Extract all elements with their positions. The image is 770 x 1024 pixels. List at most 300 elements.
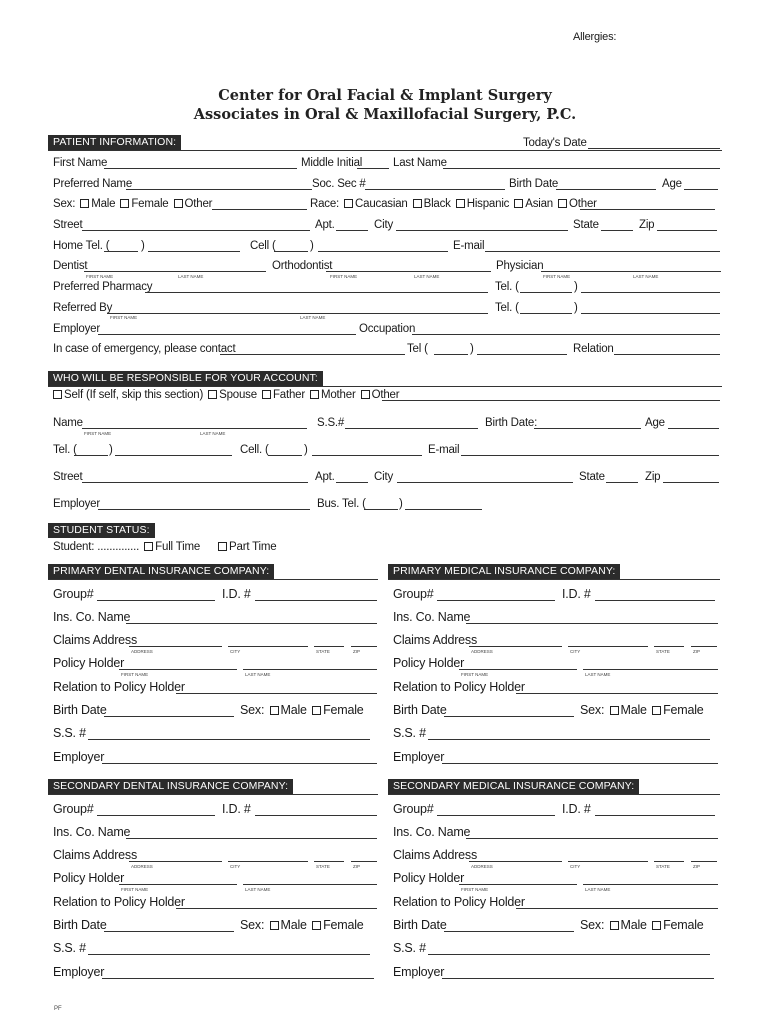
responsible-options-row [53, 388, 399, 402]
pm-relation-field[interactable] [516, 693, 718, 694]
resp-bus-tel-field[interactable] [405, 509, 482, 510]
pm-id-field[interactable] [595, 600, 715, 601]
sd-employer-label: Employer [53, 965, 105, 979]
race-other-label: Other [569, 198, 597, 210]
cell-field[interactable] [318, 251, 448, 252]
home-tel-field[interactable] [148, 251, 240, 252]
resp-name-field[interactable] [82, 428, 307, 429]
city-label: City [374, 219, 394, 231]
resp-cell-label: Cell. ( [240, 444, 269, 456]
resp-zip-field[interactable] [663, 482, 719, 483]
pd-male-checkbox[interactable] [270, 706, 279, 715]
resp-city-field[interactable] [397, 482, 573, 483]
sm-claims-label: Claims Address [393, 848, 478, 862]
dentist-field[interactable] [84, 271, 266, 272]
race-other-checkbox[interactable] [558, 199, 567, 208]
sm-female-checkbox[interactable] [652, 921, 661, 930]
sm-claims-state-field[interactable] [654, 861, 684, 862]
hispanic-label: Hispanic [466, 198, 510, 210]
pharmacy-label: Preferred Pharmacy [53, 281, 153, 293]
pm-policy-label: Policy Holder [393, 656, 465, 670]
patient-info-header: PATIENT INFORMATION: [48, 135, 181, 150]
responsible-header: WHO WILL BE RESPONSIBLE FOR YOUR ACCOUNT: [48, 371, 323, 386]
sd-policy-first-field[interactable] [119, 884, 237, 885]
sm-birth-label: Birth Date [393, 918, 447, 932]
resp-zip-label: Zip [645, 471, 661, 483]
physician-first-caption: FIRST NAME [543, 274, 571, 279]
sd-female-label: Female [323, 918, 364, 932]
resp-cell-area-field[interactable] [268, 455, 302, 456]
sm-relation-label: Relation to Policy Holder [393, 895, 525, 909]
sm-group-field[interactable] [437, 815, 555, 816]
full-time-label: Full Time [155, 541, 201, 553]
sm-claims-zip-field[interactable] [691, 861, 717, 862]
home-tel-label: Home Tel. ( [53, 240, 110, 252]
secondary-medical-header: SECONDARY MEDICAL INSURANCE COMPANY: [388, 779, 639, 794]
sm-insco-field[interactable] [466, 838, 718, 839]
resp-tel-label: Tel. ( [53, 444, 77, 456]
resp-state-field[interactable] [606, 482, 638, 483]
pm-policy-last-field[interactable] [583, 669, 718, 670]
pd-claims-label: Claims Address [53, 633, 138, 647]
age-field[interactable] [684, 189, 718, 190]
sd-female-checkbox[interactable] [312, 921, 321, 930]
asian-checkbox[interactable] [514, 199, 523, 208]
pharmacy-tel-close: ) [574, 281, 578, 293]
resp-email-field[interactable] [461, 455, 719, 456]
pm-relation-label: Relation to Policy Holder [393, 680, 525, 694]
black-checkbox[interactable] [413, 199, 422, 208]
referred-tel-field[interactable] [581, 313, 720, 314]
sex-other-checkbox[interactable] [174, 199, 183, 208]
father-label: Father [272, 389, 305, 401]
zip-label: Zip [639, 219, 655, 231]
sd-group-field[interactable] [97, 815, 215, 816]
resp-other-label: Other [371, 389, 400, 401]
pharmacy-tel-field[interactable] [581, 292, 720, 293]
referred-first-caption: FIRST NAME [110, 315, 138, 320]
spouse-label: Spouse [219, 389, 257, 401]
pm-policy-first-caption: FIRST NAME [461, 672, 489, 677]
sm-state-caption: STATE [656, 864, 670, 869]
asian-label: Asian [525, 198, 554, 210]
soc-sec-label: Soc. Sec # [312, 178, 366, 190]
first-name-label: First Name [53, 157, 108, 169]
pm-insco-label: Ins. Co. Name [393, 610, 471, 624]
orthodontist-first-caption: FIRST NAME [330, 274, 358, 279]
pm-ss-label: S.S. # [393, 726, 426, 740]
sm-insco-label: Ins. Co. Name [393, 825, 471, 839]
pm-claims-city-field[interactable] [568, 646, 648, 647]
pm-female-checkbox[interactable] [652, 706, 661, 715]
self-checkbox[interactable] [53, 390, 62, 399]
sd-birth-field[interactable] [104, 931, 234, 932]
resp-birth-label: Birth Date: [485, 417, 538, 429]
last-name-field[interactable] [443, 168, 720, 169]
sd-sex-label: Sex: [240, 918, 265, 932]
pd-policy-last-caption: LAST NAME [245, 672, 271, 677]
pm-group-label: Group# [393, 587, 434, 601]
email-field[interactable] [485, 251, 720, 252]
sm-employer-field[interactable] [442, 978, 714, 979]
female-label: Female [131, 198, 169, 210]
resp-birth-field[interactable] [534, 428, 641, 429]
sm-female-label: Female [663, 918, 704, 932]
apt-field[interactable] [336, 230, 368, 231]
middle-initial-label: Middle Initial [301, 157, 363, 169]
sm-claims-address-field[interactable] [469, 861, 562, 862]
sd-employer-field[interactable] [102, 978, 374, 979]
pharmacy-tel-area-field[interactable] [520, 292, 572, 293]
sd-claims-state-field[interactable] [314, 861, 344, 862]
male-checkbox[interactable] [80, 199, 89, 208]
sex-other-label: Other [184, 198, 213, 210]
sd-claims-zip-field[interactable] [351, 861, 377, 862]
pd-policy-last-field[interactable] [243, 669, 377, 670]
sm-policy-label: Policy Holder [393, 871, 465, 885]
title-line-2: Associates in Oral & Maxillofacial Surgery, P.C. [193, 106, 577, 123]
street-field[interactable] [82, 230, 310, 231]
state-label: State [573, 219, 599, 231]
pm-male-checkbox[interactable] [610, 706, 619, 715]
resp-bus-tel-label: Bus. Tel. ( [317, 498, 366, 510]
pharmacy-field[interactable] [145, 292, 488, 293]
pd-policy-first-caption: FIRST NAME [121, 672, 149, 677]
caucasian-label: Caucasian [355, 198, 408, 210]
pd-birth-field[interactable] [104, 716, 234, 717]
sm-id-label: I.D. # [562, 802, 591, 816]
resp-first-caption: FIRST NAME [84, 431, 112, 436]
pd-sex-label: Sex: [240, 703, 265, 717]
physician-label: Physician [496, 260, 544, 272]
referred-tel-area-field[interactable] [520, 313, 572, 314]
sd-id-label: I.D. # [222, 802, 251, 816]
part-time-label: Part Time [229, 541, 277, 553]
zip-field[interactable] [657, 230, 717, 231]
resp-apt-label: Apt. [315, 471, 335, 483]
emergency-tel-label: Tel ( [407, 343, 428, 355]
pd-birth-label: Birth Date [53, 703, 107, 717]
resp-ss-field[interactable] [345, 428, 478, 429]
orthodontist-label: Orthodontist [272, 260, 333, 272]
occupation-field[interactable] [412, 334, 720, 335]
sd-relation-label: Relation to Policy Holder [53, 895, 185, 909]
pd-group-field[interactable] [97, 600, 215, 601]
resp-employer-label: Employer [53, 498, 100, 510]
allergies-label: Allergies: [573, 31, 617, 43]
birth-date-field[interactable] [556, 189, 656, 190]
resp-cell-field[interactable] [312, 455, 422, 456]
primary-dental-divider [48, 579, 378, 580]
sd-claims-city-field[interactable] [228, 861, 308, 862]
pm-zip-caption: ZIP [693, 649, 701, 654]
occupation-label: Occupation [359, 323, 416, 335]
responsible-divider [48, 386, 722, 387]
resp-tel-close: ) [109, 444, 113, 456]
pm-claims-label: Claims Address [393, 633, 478, 647]
sm-male-checkbox[interactable] [610, 921, 619, 930]
caucasian-checkbox[interactable] [344, 199, 353, 208]
resp-tel-area-field[interactable] [74, 455, 108, 456]
pd-female-label: Female [323, 703, 364, 717]
pm-city-caption: CITY [570, 649, 581, 654]
emergency-tel-field[interactable] [477, 354, 567, 355]
pm-sex-label: Sex: [580, 703, 605, 717]
sd-ss-field[interactable] [88, 954, 370, 955]
referred-by-field[interactable] [107, 313, 488, 314]
pd-female-checkbox[interactable] [312, 706, 321, 715]
emergency-contact-field[interactable] [220, 354, 405, 355]
cell-area-field[interactable] [274, 251, 308, 252]
cell-close: ) [310, 240, 314, 252]
todays-date-label: Today's Date [523, 137, 587, 149]
referred-last-caption: LAST NAME [300, 315, 326, 320]
sm-claims-city-field[interactable] [568, 861, 648, 862]
sd-id-field[interactable] [255, 815, 377, 816]
male-label: Male [91, 198, 116, 210]
mother-label: Mother [320, 389, 356, 401]
cell-label: Cell ( [250, 240, 276, 252]
last-name-label: Last Name [393, 157, 447, 169]
hispanic-checkbox[interactable] [456, 199, 465, 208]
sex-row [53, 197, 212, 211]
pd-zip-caption: ZIP [353, 649, 361, 654]
city-field[interactable] [396, 230, 568, 231]
sm-birth-field[interactable] [444, 931, 574, 932]
sd-policy-label: Policy Holder [53, 871, 125, 885]
orthodontist-last-caption: LAST NAME [414, 274, 440, 279]
sm-address-caption: ADDRESS [471, 864, 493, 869]
resp-age-label: Age [645, 417, 665, 429]
sd-ss-label: S.S. # [53, 941, 86, 955]
emergency-label: In case of emergency, please contact [53, 343, 236, 355]
father-checkbox[interactable] [262, 390, 271, 399]
sm-policy-first-field[interactable] [459, 884, 577, 885]
pm-employer-label: Employer [393, 750, 445, 764]
sd-state-caption: STATE [316, 864, 330, 869]
age-label: Age [662, 178, 682, 190]
primary-medical-divider [388, 579, 720, 580]
pm-policy-last-caption: LAST NAME [585, 672, 611, 677]
pd-city-caption: CITY [230, 649, 241, 654]
physician-field[interactable] [541, 271, 721, 272]
todays-date-field[interactable] [588, 148, 720, 149]
sm-sex-label: Sex: [580, 918, 605, 932]
pd-group-label: Group# [53, 587, 94, 601]
secondary-dental-divider [48, 794, 378, 795]
race-other-field[interactable] [580, 209, 715, 210]
orthodontist-field[interactable] [326, 271, 491, 272]
resp-bus-tel-area-field[interactable] [364, 509, 398, 510]
relation-field[interactable] [614, 354, 720, 355]
resp-age-field[interactable] [668, 428, 719, 429]
home-tel-close: ) [141, 240, 145, 252]
pm-claims-zip-field[interactable] [691, 646, 717, 647]
mother-checkbox[interactable] [310, 390, 319, 399]
pm-group-field[interactable] [437, 600, 555, 601]
student-label: Student: .............. [53, 541, 140, 553]
pd-claims-city-field[interactable] [228, 646, 308, 647]
sm-policy-first-caption: FIRST NAME [461, 887, 489, 892]
employer-field[interactable] [98, 334, 356, 335]
sm-city-caption: CITY [570, 864, 581, 869]
full-time-checkbox[interactable] [144, 542, 153, 551]
middle-initial-field[interactable] [357, 168, 389, 169]
pd-claims-state-field[interactable] [314, 646, 344, 647]
secondary-medical-divider [388, 794, 720, 795]
first-name-field[interactable] [104, 168, 297, 169]
state-field[interactable] [601, 230, 633, 231]
resp-name-label: Name [53, 417, 83, 429]
sm-zip-caption: ZIP [693, 864, 701, 869]
referred-by-label: Referred By [53, 302, 113, 314]
preferred-name-field[interactable] [126, 189, 312, 190]
sm-ss-field[interactable] [428, 954, 710, 955]
resp-cell-close: ) [304, 444, 308, 456]
sm-ss-label: S.S. # [393, 941, 426, 955]
pharmacy-tel-label: Tel. ( [495, 281, 519, 293]
pd-relation-label: Relation to Policy Holder [53, 680, 185, 694]
dentist-last-caption: LAST NAME [178, 274, 204, 279]
resp-employer-field[interactable] [98, 509, 310, 510]
emergency-tel-close: ) [470, 343, 474, 355]
physician-last-caption: LAST NAME [633, 274, 659, 279]
relation-label: Relation [573, 343, 614, 355]
pm-ss-field[interactable] [428, 739, 710, 740]
resp-tel-field[interactable] [115, 455, 232, 456]
sd-insco-field[interactable] [126, 838, 377, 839]
pd-employer-field[interactable] [102, 763, 377, 764]
pm-claims-state-field[interactable] [654, 646, 684, 647]
resp-street-label: Street [53, 471, 83, 483]
resp-last-caption: LAST NAME [200, 431, 226, 436]
sd-policy-first-caption: FIRST NAME [121, 887, 149, 892]
pd-employer-label: Employer [53, 750, 105, 764]
pd-insco-label: Ins. Co. Name [53, 610, 131, 624]
pd-policy-label: Policy Holder [53, 656, 125, 670]
student-row [53, 540, 276, 554]
female-checkbox[interactable] [120, 199, 129, 208]
emergency-tel-area-field[interactable] [434, 354, 468, 355]
sd-city-caption: CITY [230, 864, 241, 869]
email-label: E-mail [453, 240, 485, 252]
pm-female-label: Female [663, 703, 704, 717]
pm-state-caption: STATE [656, 649, 670, 654]
race-row [310, 197, 597, 211]
footer-code: PF [54, 1006, 62, 1012]
pd-insco-field[interactable] [126, 623, 377, 624]
pm-birth-field[interactable] [444, 716, 574, 717]
resp-city-label: City [374, 471, 394, 483]
sd-claims-address-field[interactable] [129, 861, 222, 862]
resp-state-label: State [579, 471, 605, 483]
pm-policy-first-field[interactable] [459, 669, 577, 670]
sm-relation-field[interactable] [516, 908, 718, 909]
home-tel-area-field[interactable] [104, 251, 138, 252]
resp-ss-label: S.S.# [317, 417, 345, 429]
pm-address-caption: ADDRESS [471, 649, 493, 654]
dentist-label: Dentist [53, 260, 88, 272]
sd-male-label: Male [280, 918, 307, 932]
sm-policy-last-caption: LAST NAME [585, 887, 611, 892]
sd-policy-last-field[interactable] [243, 884, 377, 885]
pd-male-label: Male [280, 703, 307, 717]
pd-policy-first-field[interactable] [119, 669, 237, 670]
spouse-checkbox[interactable] [208, 390, 217, 399]
pd-relation-field[interactable] [176, 693, 377, 694]
pd-sex-row [240, 703, 364, 718]
sm-policy-last-field[interactable] [583, 884, 718, 885]
pd-address-caption: ADDRESS [131, 649, 153, 654]
dentist-first-caption: FIRST NAME [86, 274, 114, 279]
sd-address-caption: ADDRESS [131, 864, 153, 869]
black-label: Black [423, 198, 451, 210]
pd-claims-address-field[interactable] [129, 646, 222, 647]
pm-claims-address-field[interactable] [469, 646, 562, 647]
part-time-checkbox[interactable] [218, 542, 227, 551]
pd-ss-label: S.S. # [53, 726, 86, 740]
self-label: Self (If self, skip this section) [64, 389, 204, 401]
sd-birth-label: Birth Date [53, 918, 107, 932]
pd-claims-zip-field[interactable] [351, 646, 377, 647]
title-line-1: Center for Oral Facial & Implant Surgery [218, 87, 552, 104]
sd-relation-field[interactable] [176, 908, 377, 909]
sex-label: Sex: [53, 198, 76, 210]
secondary-dental-header: SECONDARY DENTAL INSURANCE COMPANY: [48, 779, 293, 794]
race-label: Race: [310, 198, 340, 210]
student-header: STUDENT STATUS: [48, 523, 155, 538]
pm-birth-label: Birth Date [393, 703, 447, 717]
patient-divider [48, 150, 722, 151]
pd-state-caption: STATE [316, 649, 330, 654]
sd-sex-row [240, 918, 364, 933]
pd-id-field[interactable] [255, 600, 377, 601]
pm-employer-field[interactable] [442, 763, 718, 764]
referred-tel-close: ) [574, 302, 578, 314]
employer-label: Employer [53, 323, 100, 335]
resp-street-field[interactable] [82, 482, 308, 483]
resp-other-field[interactable] [382, 400, 720, 401]
birth-date-label: Birth Date [509, 178, 559, 190]
sm-id-field[interactable] [595, 815, 715, 816]
apt-label: Apt. [315, 219, 335, 231]
sd-policy-last-caption: LAST NAME [245, 887, 271, 892]
sd-group-label: Group# [53, 802, 94, 816]
resp-other-checkbox[interactable] [361, 390, 370, 399]
sm-employer-label: Employer [393, 965, 445, 979]
sd-male-checkbox[interactable] [270, 921, 279, 930]
pm-id-label: I.D. # [562, 587, 591, 601]
primary-medical-header: PRIMARY MEDICAL INSURANCE COMPANY: [388, 564, 620, 579]
pm-insco-field[interactable] [466, 623, 718, 624]
pm-male-label: Male [620, 703, 647, 717]
resp-bus-tel-close: ) [399, 498, 403, 510]
referred-tel-label: Tel. ( [495, 302, 519, 314]
street-label: Street [53, 219, 83, 231]
sd-zip-caption: ZIP [353, 864, 361, 869]
resp-email-label: E-mail [428, 444, 460, 456]
pd-id-label: I.D. # [222, 587, 251, 601]
sex-other-field[interactable] [212, 209, 307, 210]
resp-apt-field[interactable] [336, 482, 368, 483]
sd-claims-label: Claims Address [53, 848, 138, 862]
sm-group-label: Group# [393, 802, 434, 816]
pm-sex-row [580, 703, 704, 718]
sm-male-label: Male [620, 918, 647, 932]
primary-dental-header: PRIMARY DENTAL INSURANCE COMPANY: [48, 564, 274, 579]
soc-sec-field[interactable] [365, 189, 505, 190]
pd-ss-field[interactable] [88, 739, 370, 740]
